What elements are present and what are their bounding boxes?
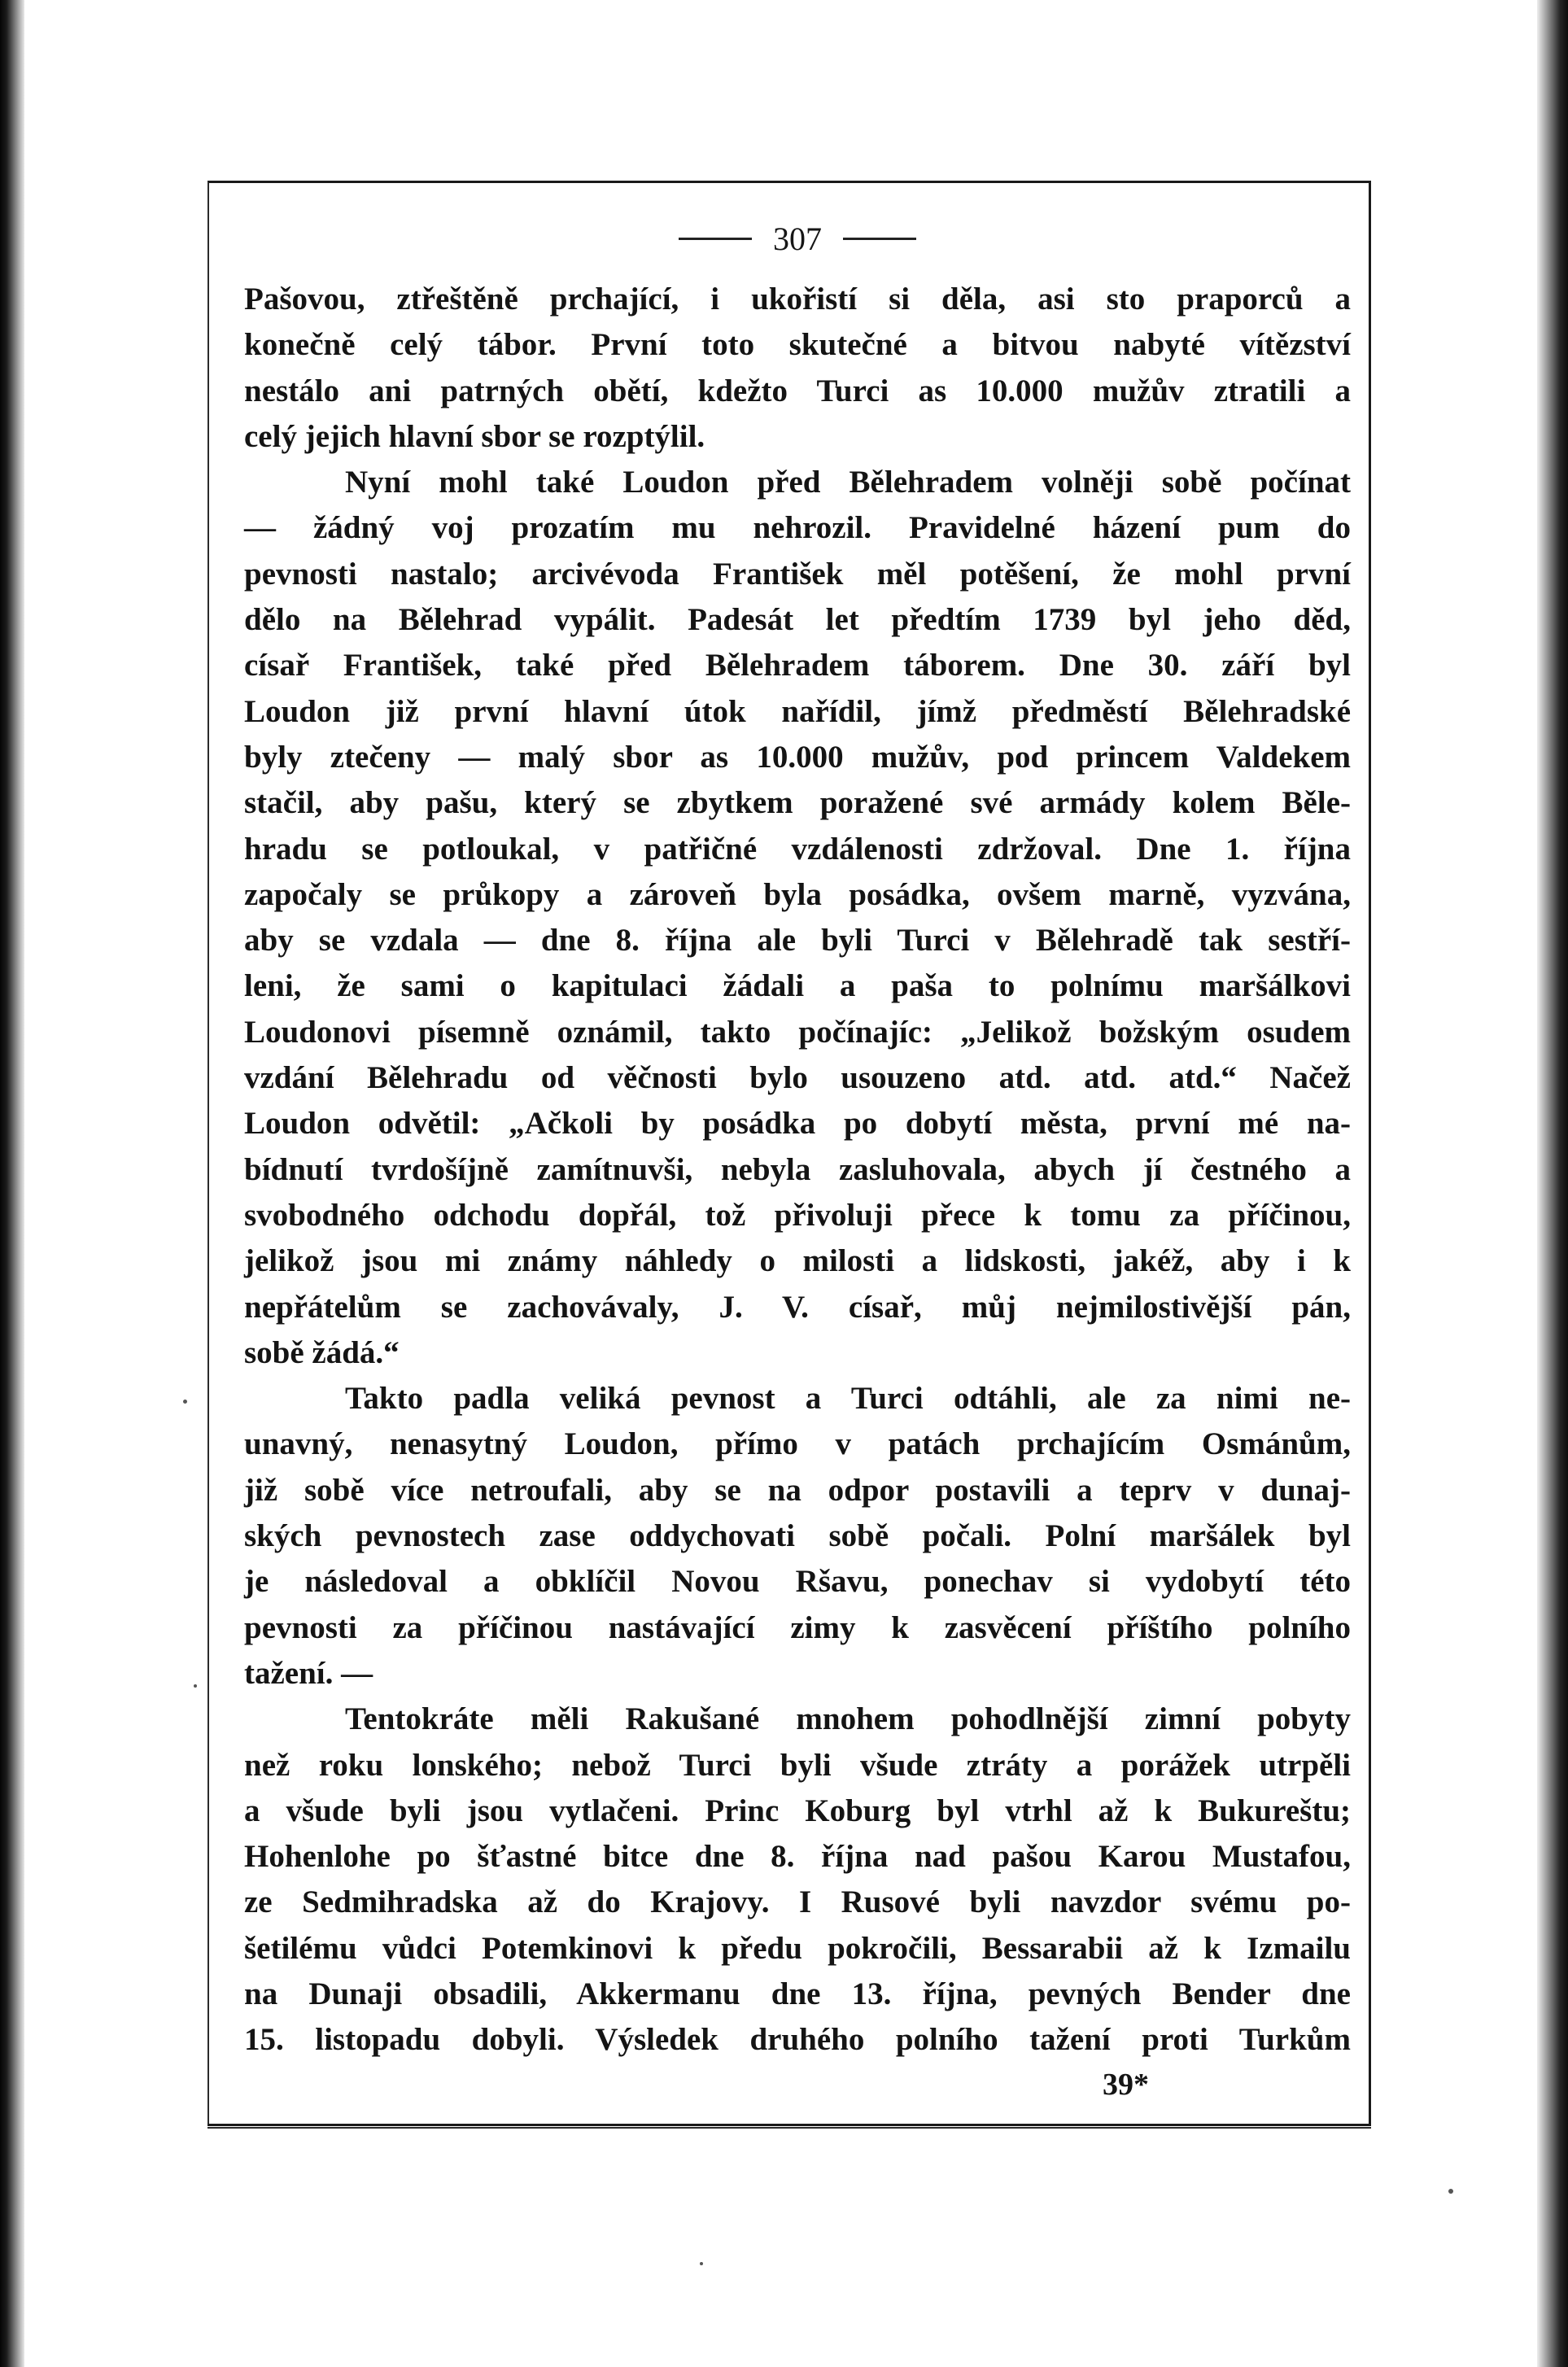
text-line: je následoval a obklíčil Novou Ršavu, ponechav si vydobytí této	[244, 1564, 1351, 1600]
body-text	[244, 277, 1351, 2063]
page-number: 307	[773, 220, 822, 257]
text-line: ze Sedmihradska až do Krajovy. I Rusové byli navzdor svému po-	[244, 1884, 1351, 1920]
text-line: než roku lonského; nebož Turci byli všude ztráty a porážek utrpěli	[244, 1747, 1351, 1783]
text-line: konečně celý tábor. První toto skutečné a bitvou nabyté vítězství	[244, 327, 1351, 363]
text-line: Loudonovi písemně oznámil, takto počínajíc: „Jelikož božským osudem	[244, 1014, 1351, 1050]
text-line: sobě žádá.“	[244, 1334, 400, 1370]
text-line: již sobě více netroufali, aby se na odpor postavili a teprv v dunaj-	[244, 1472, 1351, 1508]
printer-signature: 39*	[1103, 2068, 1149, 2102]
text-line: šetilému vůdci Potemkinovi k předu pokročili, Bessarabii až k Izmailu	[244, 1930, 1351, 1966]
text-line: jelikož jsou mi známy náhledy o milosti a lidskosti, jakéž, aby i k	[244, 1243, 1351, 1279]
text-line: dělo na Bělehrad vypálit. Padesát let předtím 1739 byl jeho děd,	[244, 602, 1351, 638]
text-line: Loudon odvětil: „Ačkoli by posádka po dobytí města, první mé na-	[244, 1106, 1351, 1142]
text-line: aby se vzdala — dne 8. října ale byli Turci v Bělehradě tak sestří-	[244, 923, 1351, 959]
text-line: pevnosti za příčinou nastávající zimy k zasvěcení příštího polního	[244, 1609, 1351, 1645]
text-line: nepřátelům se zachovávaly, J. V. císař, můj nejmilostivější pán,	[244, 1289, 1351, 1325]
text-line: bídnutí tvrdošíjně zamítnuvši, nebyla zasluhovala, abych jí čestného a	[244, 1151, 1351, 1187]
text-line: započaly se průkopy a zároveň byla posádka, ovšem marně, vyzvána,	[244, 876, 1351, 912]
page-header	[659, 218, 936, 259]
text-line: Loudon již první hlavní útok nařídil, jímž předměstí Bělehradské	[244, 693, 1351, 729]
header-dash-left	[679, 238, 752, 240]
text-line: hradu se potloukal, v patřičné vzdálenosti zdržoval. Dne 1. října	[244, 831, 1351, 867]
text-line: na Dunaji obsadili, Akkermanu dne 13. října, pevných Bender dne	[244, 1976, 1351, 2011]
text-line: pevnosti nastalo; arcivévoda František měl potěšení, že mohl první	[244, 556, 1351, 592]
scan-speck	[700, 2262, 703, 2265]
scan-right-edge	[1537, 0, 1568, 2367]
scan-speck	[1448, 2189, 1453, 2194]
text-line: svobodného odchodu dopřál, tož přivoluji přece k tomu za příčinou,	[244, 1197, 1351, 1233]
text-line: — žádný voj prozatím mu nehrozil. Pravidelné házení pum do	[244, 510, 1351, 546]
text-line: byly ztečeny — malý sbor as 10.000 mužův, pod princem Valdekem	[244, 739, 1351, 775]
text-line: unavný, nenasytný Loudon, přímo v patách prchajícím Osmánům,	[244, 1426, 1351, 1462]
text-line: ských pevnostech zase oddychovati sobě počali. Polní maršálek byl	[244, 1518, 1351, 1554]
text-line: tažení. —	[244, 1655, 373, 1691]
text-line: celý jejich hlavní sbor se rozptýlil.	[244, 418, 705, 454]
text-line: nestálo ani patrných obětí, kdežto Turci as 10.000 mužův ztratili a	[244, 373, 1351, 408]
text-line: stačil, aby pašu, který se zbytkem poražené své armády kolem Běle-	[244, 785, 1351, 821]
text-line: leni, že sami o kapitulaci žádali a paša to polnímu maršálkovi	[244, 968, 1351, 1004]
text-line: a všude byli jsou vytlačeni. Princ Koburg byl vtrhl až k Bukureštu;	[244, 1793, 1351, 1828]
text-line: Tentokráte měli Rakušané mnohem pohodlnější zimní pobyty	[345, 1701, 1351, 1737]
text-line: Pašovou, ztřeštěně prchající, i ukořistí si děla, asi sto praporců a	[244, 282, 1351, 317]
text-line: císař František, také před Bělehradem táborem. Dne 30. září byl	[244, 648, 1351, 683]
scan-speck	[194, 1684, 197, 1688]
bottom-rule	[207, 2124, 1371, 2129]
header-dash-right	[843, 238, 916, 240]
text-line: vzdání Bělehradu od věčnosti bylo usouzeno atd. atd. atd.“ Načež	[244, 1060, 1351, 1096]
scan-speck	[183, 1400, 187, 1404]
text-line: Nyní mohl také Loudon před Bělehradem volněji sobě počínat	[345, 465, 1351, 500]
text-line: 15. listopadu dobyli. Výsledek druhého polního tažení proti Turkům	[244, 2022, 1351, 2058]
text-line: Takto padla veliká pevnost a Turci odtáhli, ale za nimi ne-	[345, 1381, 1351, 1417]
scan-left-edge	[0, 0, 24, 2367]
text-line: Hohenlohe po šťastné bitce dne 8. října nad pašou Karou Mustafou,	[244, 1839, 1351, 1875]
